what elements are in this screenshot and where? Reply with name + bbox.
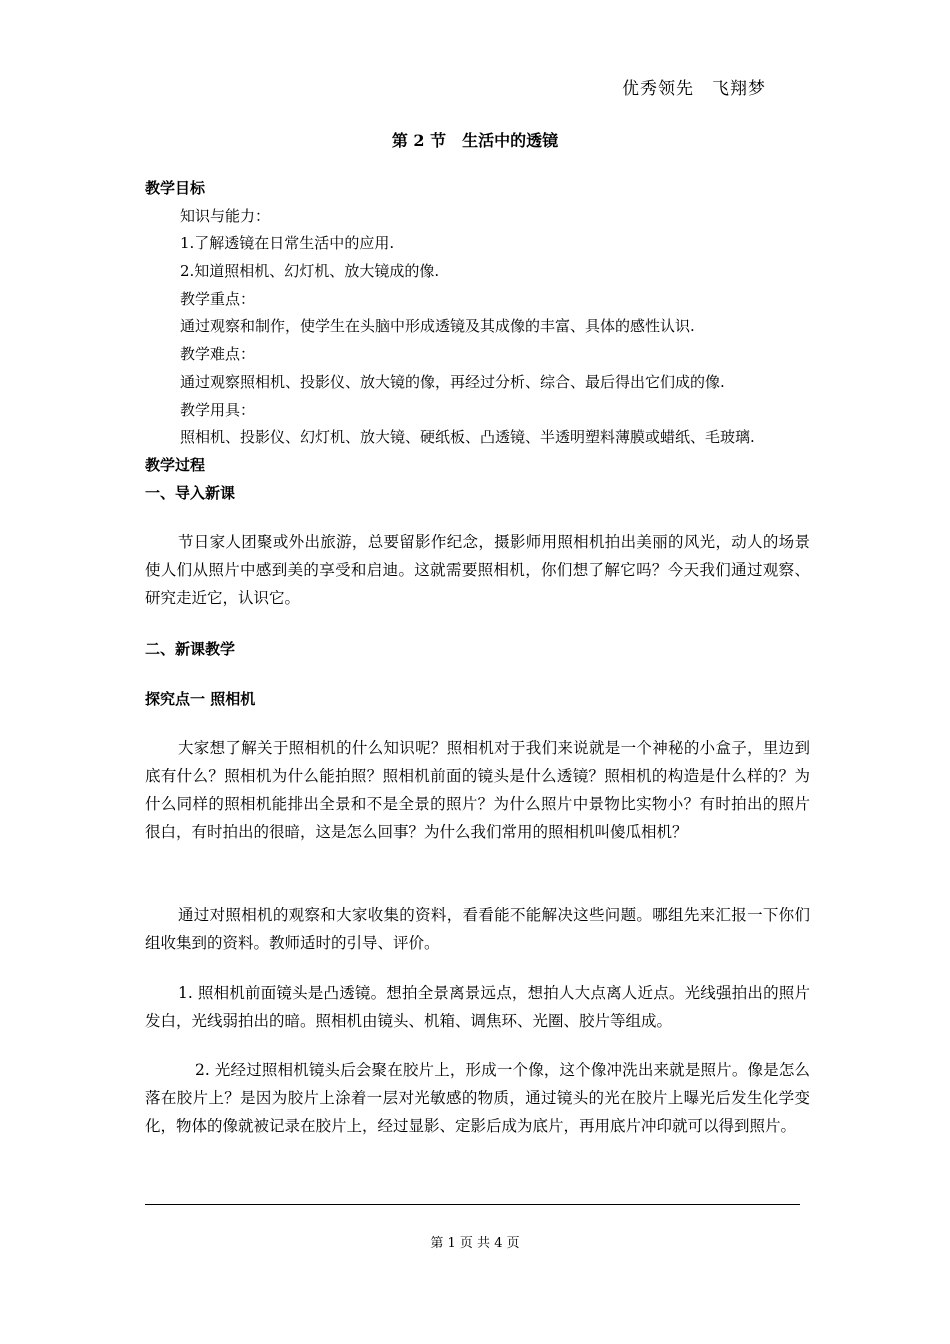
key-point-text: 通过观察和制作，使学生在头脑中形成透镜及其成像的丰富、具体的感性认识. bbox=[180, 317, 695, 336]
objectives-heading: 教学目标 bbox=[145, 179, 206, 197]
footer-divider bbox=[145, 1204, 800, 1205]
explore1-paragraph-1: 大家想了解关于照相机的什么知识呢？照相机对于我们来说就是一个神秘的小盒子，里边到底有什么？照相机为什么能拍照？照相机前面的镜头是什么透镜？照相机的构造是什么样的？为什么同样的照相机能排出全景和不是全景的照片？为什么照片中景物比实物小？有时拍出的照片很白，有时拍出的很暗，这是怎么回事？为什么我们常用的照相机叫傻瓜相机？ bbox=[145, 739, 810, 841]
tools-text: 照相机、投影仪、幻灯机、放大镜、硬纸板、凸透镜、半透明塑料薄膜或蜡纸、毛玻璃. bbox=[180, 428, 755, 447]
explore1-point-2: 2. 光经过照相机镜头后会聚在胶片上，形成一个像，这个像冲洗出来就是照片。像是怎么落在胶片上？是因为胶片上涂着一层对光敏感的物质，通过镜头的光在胶片上曝光后发生化学变化，物体的像就被记录在胶片上，经过显影、定影后成为底片，再用底片冲印就可以得到照片。 bbox=[145, 1061, 810, 1135]
knowledge-item-1: 1.了解透镜在日常生活中的应用. bbox=[180, 234, 395, 253]
knowledge-label: 知识与能力： bbox=[180, 206, 271, 225]
page-title: 第 2 节 生活中的透镜 bbox=[391, 131, 559, 150]
section2-heading: 二、新课教学 bbox=[145, 640, 236, 658]
explore1-point-1: 1. 照相机前面镜头是凸透镜。想拍全景离景远点，想拍人大点离人近点。光线强拍出的照片发白，光线弱拍出的暗。照相机由镜头、机箱、调焦环、光圈、胶片等组成。 bbox=[145, 984, 810, 1030]
header-slogan: 优秀领先 飞翔梦 bbox=[622, 79, 766, 99]
explore1-heading: 探究点一 照相机 bbox=[145, 690, 256, 708]
tools-label: 教学用具： bbox=[180, 400, 256, 419]
page-number: 第 1 页 共 4 页 bbox=[430, 1236, 520, 1251]
section1-paragraph: 节日家人团聚或外出旅游，总要留影作纪念，摄影师用照相机拍出美丽的风光，动人的场景使人们从照片中感到美的享受和启迪。这就需要照相机，你们想了解它吗？今天我们通过观察、研究走近它，认识它。 bbox=[145, 533, 810, 607]
difficulty-text: 通过观察照相机、投影仪、放大镜的像，再经过分析、综合、最后得出它们成的像. bbox=[180, 372, 725, 391]
process-heading: 教学过程 bbox=[145, 455, 206, 474]
knowledge-item-2: 2.知道照相机、幻灯机、放大镜成的像. bbox=[180, 262, 440, 281]
explore1-paragraph-2: 通过对照相机的观察和大家收集的资料，看看能不能解决这些问题。哪组先来汇报一下你们组收集到的资料。教师适时的引导、评价。 bbox=[145, 906, 810, 952]
section1-heading: 一、导入新课 bbox=[145, 483, 236, 502]
difficulty-label: 教学难点： bbox=[180, 345, 256, 364]
key-point-label: 教学重点： bbox=[180, 289, 256, 308]
objectives-section bbox=[145, 175, 810, 507]
